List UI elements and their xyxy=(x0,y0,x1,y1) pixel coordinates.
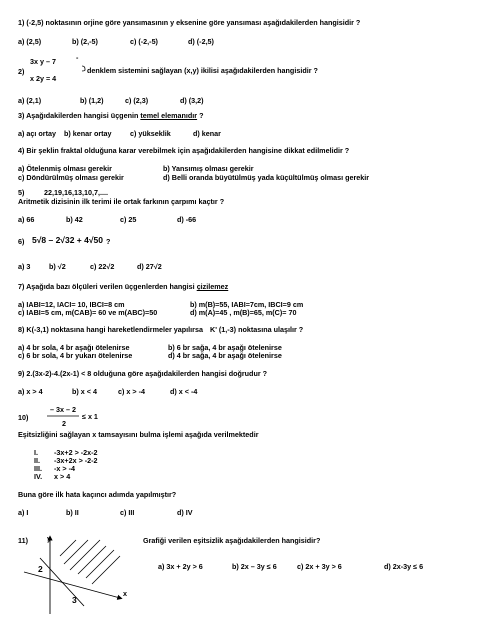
q4-text: 4) Bir şeklin fraktal olduğuna karar verebilmek için aşağıdakilerden hangisine dikkat edilmelidir ? xyxy=(18,146,350,155)
q1-text: 1) (-2,5) noktasının orjine göre yansımasının y eksenine göre yansıması aşağıdakilerden hangisidir ? xyxy=(18,18,361,27)
q11-option-d[interactable]: d) 2x-3y ≤ 6 xyxy=(384,562,424,571)
q11-x-intercept: 3 xyxy=(72,595,77,605)
q10-question: Buna göre ilk hata kaçıncı adımda yapılmıştır? xyxy=(18,490,177,499)
q11-option-b[interactable]: b) 2x – 3y ≤ 6 xyxy=(232,562,277,571)
q11-graph xyxy=(20,530,140,620)
q11-option-c[interactable]: c) 2x + 3y > 6 xyxy=(297,562,342,571)
q10-option-b[interactable]: b) II xyxy=(66,508,79,517)
q10-text: Eşitsizliğini sağlayan x tamsayısını bulma işlemi aşağıda verilmektedir xyxy=(18,430,259,439)
q1-option-d[interactable]: d) (-2,5) xyxy=(188,37,214,46)
q6-expression: 5√8 – 2√32 + 4√50 xyxy=(32,235,103,245)
q11-y-intercept: 2 xyxy=(38,564,43,574)
q5-sequence: 22,19,16,13,10,7,.... xyxy=(44,188,108,197)
q10-step-4: x > 4 xyxy=(54,472,71,481)
q2-option-c[interactable]: c) (2,3) xyxy=(125,96,149,105)
q8-option-c[interactable]: c) 6 br sola, 4 br yukarı ötelenirse xyxy=(18,351,133,360)
q7-text-underlined: çizilemez xyxy=(196,282,229,291)
q10-step-2: -3x+2x > -2-2 xyxy=(54,456,98,465)
q9-option-d[interactable]: d) x < -4 xyxy=(170,387,198,396)
q7-text-before: 7) Aşağıda bazı ölçüleri verilen üçgenlerden hangisi xyxy=(18,282,195,291)
q3-text-after: ? xyxy=(199,111,204,120)
q7-option-c[interactable]: c) IABI=5 cm, m(CAB)= 60 ve m(ABC)=50 xyxy=(18,308,158,317)
q10-number: 10) xyxy=(18,413,29,422)
q8-target-point: K' (1,-3) noktasına ulaşılır ? xyxy=(210,325,304,334)
q2-text: denklem sistemini sağlayan (x,y) ikilisi aşağıdakilerden hangisidir ? xyxy=(87,66,318,75)
q11-y-label: y xyxy=(47,534,51,543)
q9-option-b[interactable]: b) x < 4 xyxy=(72,387,97,396)
q1-option-b[interactable]: b) (2,-5) xyxy=(72,37,98,46)
q2-superscript: - xyxy=(76,53,79,62)
q4-option-c[interactable]: c) Döndürülmüş olması gerekir xyxy=(18,173,124,182)
q3-text-before: 3) Aşağıdakilerden hangisi üçgenin xyxy=(18,111,139,120)
q2-option-b[interactable]: b) (1,2) xyxy=(80,96,104,105)
q10-rhs: ≤ x 1 xyxy=(82,412,98,421)
q10-numerator: – 3x – 2 xyxy=(50,405,76,414)
q10-fraction-bar xyxy=(47,415,79,417)
q3-option-d[interactable]: d) kenar xyxy=(193,129,221,138)
q11-text: Grafiği verilen eşitsizlik aşağıdakilerden hangisidir? xyxy=(143,536,321,545)
q4-option-a[interactable]: a) Ötelenmiş olması gerekir xyxy=(18,164,112,173)
q1-option-c[interactable]: c) (-2,-5) xyxy=(130,37,158,46)
q8-option-b[interactable]: b) 6 br sağa, 4 br aşağı ötelenirse xyxy=(168,343,282,352)
q9-option-a[interactable]: a) x > 4 xyxy=(18,387,43,396)
q3-text xyxy=(18,111,203,120)
q10-denominator: 2 xyxy=(62,419,66,428)
q8-text: 8) K(-3,1) noktasına hangi hareketlendirmeler yapılırsa xyxy=(18,325,203,334)
q5-option-a[interactable]: a) 66 xyxy=(18,215,35,224)
q10-step-4-number: IV. xyxy=(34,472,43,481)
q2-system-brace xyxy=(81,66,86,74)
q5-number: 5) xyxy=(18,188,25,197)
q3-option-c[interactable]: c) yükseklik xyxy=(130,129,171,138)
q9-text: 9) 2.(3x-2)-4.(2x-1) < 8 olduğuna göre aşağıdakilerden hangisi doğrudur ? xyxy=(18,369,268,378)
q10-option-a[interactable]: a) I xyxy=(18,508,29,517)
q2-equation-2: x 2y = 4 xyxy=(30,74,57,83)
q11-option-a[interactable]: a) 3x + 2y > 6 xyxy=(158,562,203,571)
q11-boundary-line xyxy=(40,558,84,606)
q6-option-b[interactable]: b) √2 xyxy=(49,262,66,271)
q10-step-1: -3x+2 > -2x-2 xyxy=(54,448,98,457)
q3-option-a[interactable]: a) açı ortay xyxy=(18,129,56,138)
q10-step-1-number: I. xyxy=(34,448,38,457)
q9-option-c[interactable]: c) x > -4 xyxy=(118,387,145,396)
q5-option-d[interactable]: d) -66 xyxy=(177,215,197,224)
q6-option-d[interactable]: d) 27√2 xyxy=(137,262,162,271)
q3-option-b[interactable]: b) kenar ortay xyxy=(64,129,112,138)
q5-option-c[interactable]: c) 25 xyxy=(120,215,137,224)
q2-option-d[interactable]: d) (3,2) xyxy=(180,96,204,105)
q8-option-a[interactable]: a) 4 br sola, 4 br aşağı ötelenirse xyxy=(18,343,130,352)
q7-option-b[interactable]: b) m(B)=55, IABI=7cm, IBCI=9 cm xyxy=(190,300,304,309)
q4-option-b[interactable]: b) Yansımış olması gerekir xyxy=(163,164,254,173)
q10-step-3-number: III. xyxy=(34,464,42,473)
q11-shading xyxy=(60,540,120,584)
q10-option-d[interactable]: d) IV xyxy=(177,508,193,517)
q6-option-c[interactable]: c) 22√2 xyxy=(90,262,115,271)
q7-text xyxy=(18,282,228,291)
q4-option-d[interactable]: d) Belli oranda büyütülmüş yada küçültülmüş olması gerekir xyxy=(163,173,370,182)
q6-question-mark: ? xyxy=(106,237,111,246)
q8-option-d[interactable]: d) 4 br sağa, 4 br aşağı ötelenirse xyxy=(168,351,282,360)
q7-option-d[interactable]: d) m(A)=45 , m(B)=65, m(C)= 70 xyxy=(190,308,297,317)
q6-number: 6) xyxy=(18,237,25,246)
q2-equation-1: 3x y – 7 xyxy=(30,57,56,66)
q5-text: Aritmetik dizisinin ilk terimi ile ortak farkının çarpımı kaçtır ? xyxy=(18,197,225,206)
q5-option-b[interactable]: b) 42 xyxy=(66,215,83,224)
q3-text-underlined: temel elemanıdır xyxy=(140,111,198,120)
q1-option-a[interactable]: a) (2,5) xyxy=(18,37,42,46)
q10-option-c[interactable]: c) III xyxy=(120,508,135,517)
q2-option-a[interactable]: a) (2,1) xyxy=(18,96,42,105)
q10-step-2-number: II. xyxy=(34,456,40,465)
q11-x-label: x xyxy=(123,589,127,598)
q10-step-3: -x > -4 xyxy=(54,464,75,473)
q2-number: 2) xyxy=(18,67,25,76)
q7-option-a[interactable]: a) IABI=12, IACI= 10, IBCI=8 cm xyxy=(18,300,125,309)
q6-option-a[interactable]: a) 3 xyxy=(18,262,31,271)
q11-number: 11) xyxy=(18,536,28,545)
